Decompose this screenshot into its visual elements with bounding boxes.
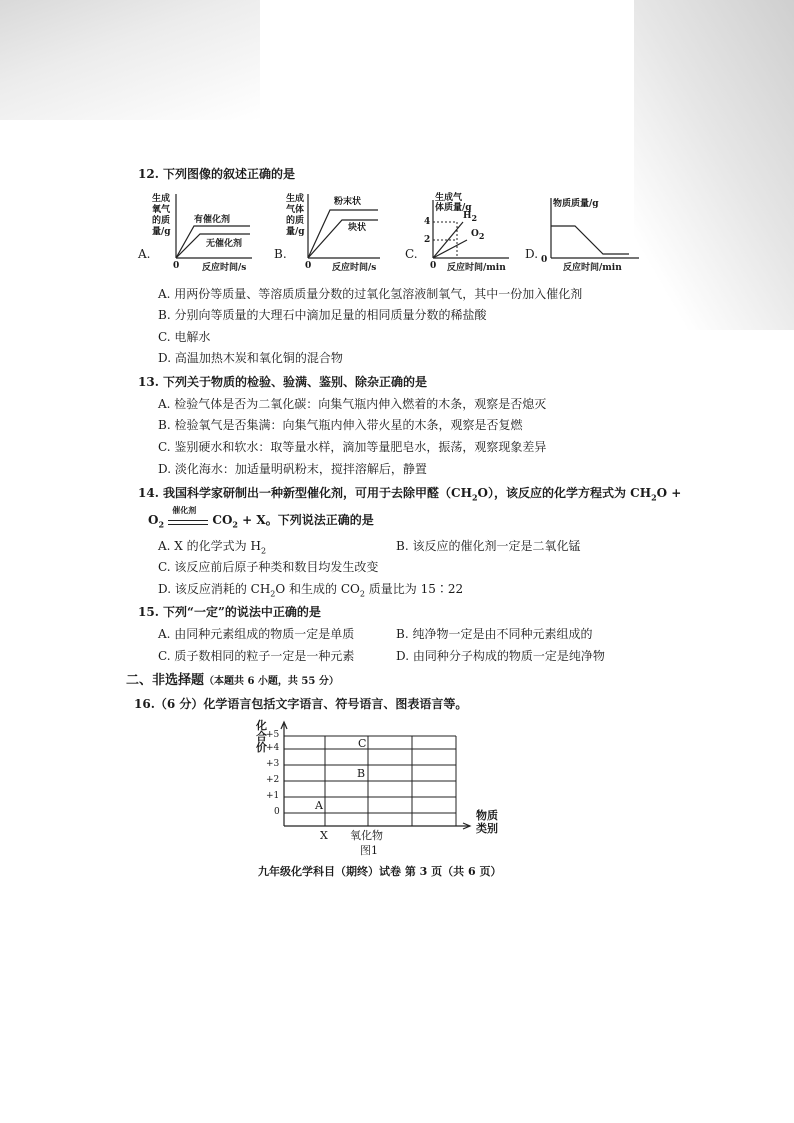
graph-a-ylabel-3: 的质: [152, 216, 171, 226]
q14-option-d-part-b: O 和生成的 CO: [275, 582, 360, 596]
q12-option-d: D. 高温加热木炭和氧化铜的混合物: [158, 351, 343, 365]
graph-c-o2-text: O: [471, 229, 479, 239]
q13-option-a: A. 检验气体是否为二氧化碳：向集气瓶内伸入燃着的木条，观察是否熄灭: [158, 397, 547, 411]
graph-a-line-no-catalyst: 无催化剂: [206, 239, 243, 249]
figure-1-point-a: A: [315, 799, 323, 812]
figure-1-ytick-plus3: +3: [266, 759, 280, 769]
q14-equation: [148, 504, 374, 530]
q14-stem-part-b: O），该反应的化学方程式为 CH: [477, 486, 652, 500]
figure-1-ylabel-3: 价: [256, 741, 267, 754]
graph-a-origin: 0: [173, 261, 180, 271]
figure-1-ytick-plus4: +4: [266, 743, 280, 753]
section-2-heading: [126, 674, 339, 687]
graph-b-ylabel-4: 量/g: [286, 227, 305, 237]
q14-option-d: [158, 583, 463, 598]
q14-option-d-part-c: 质量比为 15∶22: [364, 582, 464, 596]
graph-c-h2-text: H: [463, 211, 472, 221]
q14-option-b: B. 该反应的催化剂一定是二氧化锰: [396, 539, 581, 553]
q13-option-c: C. 鉴别硬水和软水：取等量水样，滴加等量肥皂水，振荡，观察现象差异: [158, 440, 547, 454]
q14-option-a: [158, 540, 266, 555]
q14-option-d-sub-1: 2: [270, 589, 276, 599]
q14-eq-o2: O: [148, 513, 159, 527]
q14-option-d-part-a: D. 该反应消耗的 CH: [158, 582, 271, 596]
q15-option-c: C. 质子数相同的粒子一定是一种元素: [158, 649, 355, 663]
q14-eq-co2: CO: [212, 513, 233, 527]
graph-b-line-powder: 粉末状: [334, 197, 362, 207]
q12-option-a: A. 用两份等质量、等溶质质量分数的过氧化氢溶液制氧气，其中一份加入催化剂: [158, 287, 583, 301]
graph-c-h2-sub: 2: [471, 212, 478, 223]
scan-shadow-top-left: [0, 0, 260, 120]
section-2-title: 二、非选择题: [126, 673, 205, 688]
graph-a-ylabel-1: 生成: [152, 194, 171, 204]
graph-c-option-label: C.: [405, 247, 418, 261]
figure-1-point-b: B: [357, 767, 366, 780]
q15-stem: 15. 下列“一定”的说法中正确的是: [138, 605, 321, 619]
graph-d-origin: 0: [541, 255, 548, 265]
graph-a-xlabel: 反应时间/s: [202, 263, 247, 273]
q14-eq-double-line: [168, 520, 208, 525]
q13-option-b: B. 检验氧气是否集满：向集气瓶内伸入带火星的木条，观察是否复燃: [158, 418, 523, 432]
q14-option-c: C. 该反应前后原子种类和数目均发生改变: [158, 560, 379, 574]
graph-d-ylabel: 物质质量/g: [553, 199, 599, 209]
q14-option-d-sub-2: 2: [359, 589, 365, 599]
figure-1-ytick-plus2: +2: [266, 775, 280, 785]
q13-option-d: D. 淡化海水：加适量明矾粉末，搅拌溶解后，静置: [158, 462, 427, 476]
graph-b-option-label: B.: [274, 247, 287, 261]
section-2-note: （本题共 6 小题，共 55 分）: [204, 676, 339, 687]
figure-1-caption: 图1: [360, 844, 378, 857]
graph-c-o2-sub: 2: [478, 230, 485, 241]
graph-c-tick-2: 2: [424, 235, 431, 245]
q12-graph-d: [525, 192, 645, 276]
figure-1-xcat-oxide: 氧化物: [350, 829, 383, 842]
q12-graph-b: [274, 192, 386, 276]
q14-eq-co2-sub: 2: [232, 519, 238, 530]
figure-1-ytick-plus5: +5: [266, 730, 280, 740]
figure-1-ylabel-2: 合: [256, 730, 267, 743]
scan-shadow-top-right: [634, 0, 794, 330]
graph-b-line-block: 块状: [348, 223, 367, 233]
figure-1-xlabel-2: 类别: [476, 822, 498, 835]
graph-d-xlabel: 反应时间/min: [563, 263, 622, 273]
graph-b-ylabel-2: 气体: [286, 205, 305, 215]
q16-stem: 16.（6 分）化学语言包括文字语言、符号语言、图表语言等。: [134, 697, 468, 711]
figure-1-xcat-x: X: [320, 829, 328, 842]
q14-stem-line1: [138, 487, 681, 501]
q14-stem-part-c: O +: [656, 486, 682, 500]
q15-option-d: D. 由同种分子构成的物质一定是纯净物: [396, 649, 605, 663]
graph-c-ylabel-1: 生成气: [435, 193, 463, 203]
q14-stem-part-a: 14. 我国科学家研制出一种新型催化剂，可用于去除甲醛（CH: [138, 486, 472, 500]
graph-a-ylabel-4: 量/g: [152, 227, 171, 237]
q12-option-c: C. 电解水: [158, 330, 211, 344]
graph-a-ylabel-2: 氧气: [152, 205, 171, 215]
q14-eq-o2-sub: 2: [158, 519, 165, 530]
q12-graph-a: [138, 192, 268, 276]
q16-figure-1: [250, 716, 510, 864]
graph-b-origin: 0: [305, 261, 312, 271]
graph-b-ylabel-1: 生成: [286, 194, 305, 204]
graph-c-ylabel-2: 体质量/g: [435, 203, 472, 213]
graph-c-origin: 0: [430, 261, 437, 271]
page-footer: 九年级化学科目（期终）试卷 第 3 页（共 6 页）: [258, 865, 502, 878]
q12-graph-c: [405, 192, 517, 276]
q14-eq-rest: + X。下列说法正确的是: [238, 513, 374, 527]
q14-eq-condition: 催化剂: [172, 504, 197, 515]
figure-1-xlabel-1: 物质: [476, 809, 498, 822]
figure-1-ytick-zero: 0: [274, 807, 280, 817]
graph-a-line-catalyst: 有催化剂: [194, 215, 231, 225]
figure-1-ylabel-1: 化: [256, 719, 267, 732]
figure-1-ytick-plus1: +1: [266, 791, 280, 801]
graph-c-tick-4: 4: [424, 217, 431, 227]
q13-stem: 13. 下列关于物质的检验、验满、鉴别、除杂正确的是: [138, 375, 428, 389]
q14-eq-arrow: [168, 504, 208, 527]
graph-d-option-label: D.: [525, 247, 539, 261]
figure-1-point-c: C: [358, 737, 367, 750]
q12-stem: 12. 下列图像的叙述正确的是: [138, 167, 296, 181]
graph-c-h2-label: [463, 212, 477, 222]
q14-option-a-text: A. X 的化学式为 H: [158, 539, 261, 553]
graph-b-ylabel-3: 的质: [286, 216, 305, 226]
q12-option-b: B. 分别向等质量的大理石中滴加足量的相同质量分数的稀盐酸: [158, 308, 487, 322]
graph-b-xlabel: 反应时间/s: [332, 263, 377, 273]
q14-option-a-sub: 2: [260, 546, 267, 556]
q15-option-a: A. 由同种元素组成的物质一定是单质: [158, 627, 355, 641]
q14-stem-sub-1: 2: [471, 492, 478, 503]
graph-c-xlabel: 反应时间/min: [447, 263, 506, 273]
graph-a-option-label: A.: [138, 247, 151, 261]
q14-stem-sub-2: 2: [651, 492, 657, 503]
graph-c-o2-label: [471, 230, 484, 240]
q15-option-b: B. 纯净物一定是由不同种元素组成的: [396, 627, 593, 641]
